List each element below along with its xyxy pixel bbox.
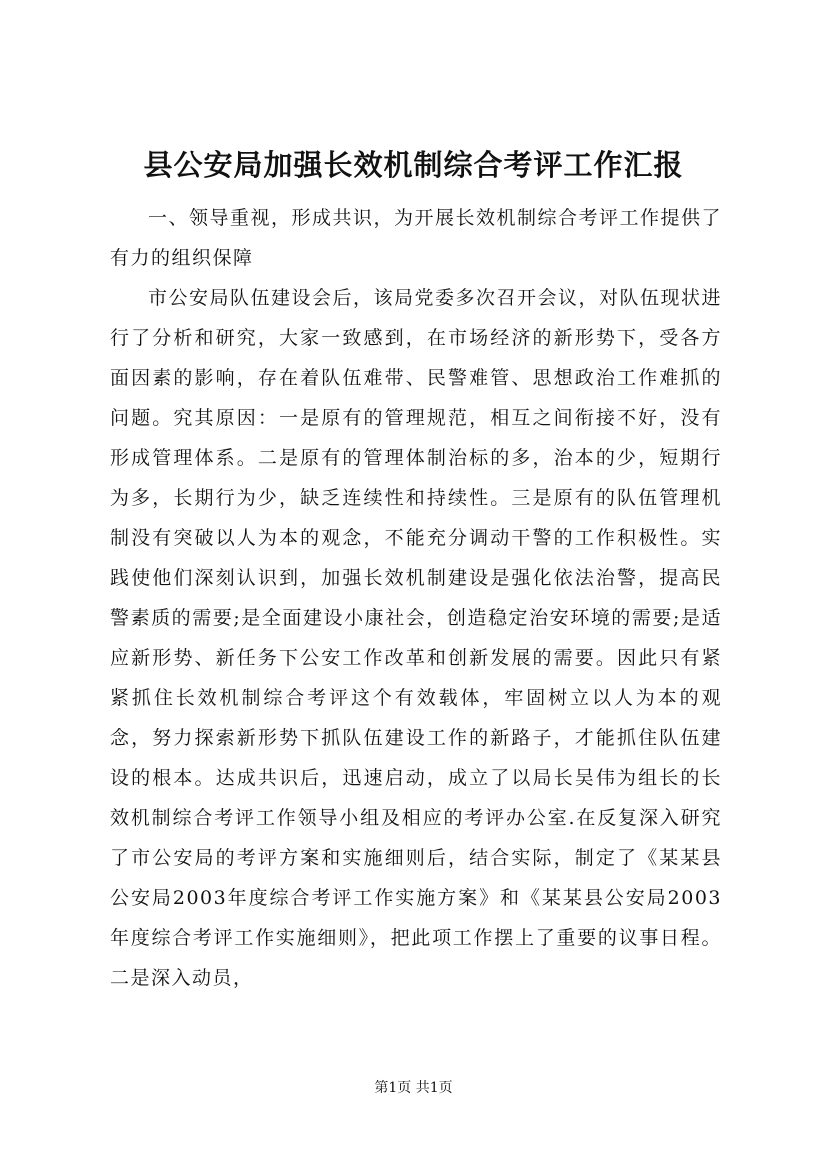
body-paragraph: 市公安局队伍建设会后，该局党委多次召开会议，对队伍现状进行了分析和研究，大家一致感到，在市场经济的新形势下，受各方面因素的影响，存在着队伍难带、民警难管、思想政治工作难抓的问题。究其原因：一是原有的管理规范，相互之间衔接不好，没有形成管理体系。二是原有的管理体制治标的多，治本的少，短期行为多，长期行为少，缺乏连续性和持续性。三是原有的队伍管理机制没有突破以人为本的观念，不能充分调动干警的工作积极性。实践使他们深刻认识到，加强长效机制建设是强化依法治警，提高民警素质的需要;是全面建设小康社会，创造稳定治安环境的需要;是适应新形势、新任务下公安工作改革和创新发展的需要。因此只有紧紧抓住长效机制综合考评这个有效载体，牢固树立以人为本的观念，努力探索新形势下抓队伍建设工作的新路子，才能抓住队伍建设的根本。达成共识后，迅速启动，成立了以局长吴伟为组长的长效机制综合考评工作领导小组及相应的考评办公室.在反复深入研究了市公安局的考评方案和实施细则后，结合实际，制定了《某某县公安局2003年度综合考评工作实施方案》和《某某县公安局2003年度综合考评工作实施细则》，把此项工作摆上了重要的议事日程。二是深入动员，	[110, 287, 723, 989]
document-title: 县公安局加强长效机制综合考评工作汇报	[143, 148, 684, 182]
document-body	[110, 198, 722, 998]
section-heading-paragraph: 一、领导重视，形成共识，为开展长效机制综合考评工作提供了有力的组织保障	[110, 207, 723, 269]
page-footer: 第1页 共1页	[374, 1080, 453, 1096]
